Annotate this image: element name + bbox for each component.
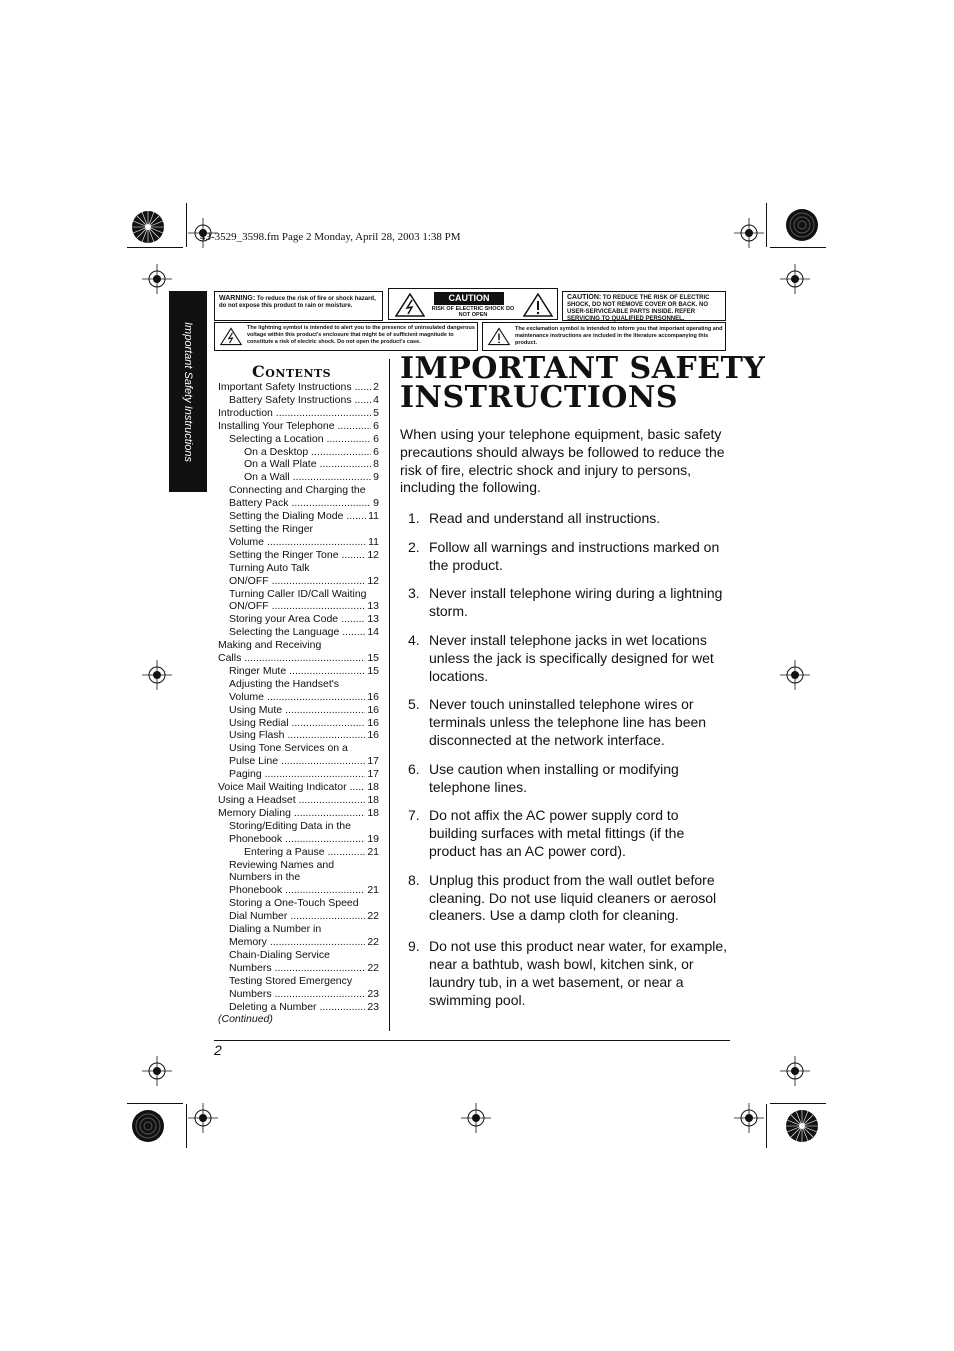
- item-text: Unplug this product from the wall outlet before cleaning. Do not use liquid cleaners or aerosol cleaners. Use a damp cloth for cleaning.: [429, 871, 717, 924]
- toc-entry-label: Turning Auto Talk: [229, 561, 310, 574]
- toc-entry-label: On a Desktop .....: [244, 446, 371, 459]
- toc-entry: [218, 471, 379, 484]
- toc-entry: [218, 1001, 379, 1014]
- toc-entry-page: 8: [373, 458, 379, 471]
- toc-entry: [218, 433, 379, 446]
- toc-entry-page: 6: [373, 432, 379, 445]
- safety-instruction-item: [400, 632, 730, 685]
- toc-entry-label: Memory .....: [229, 936, 365, 949]
- toc-entry: [218, 639, 379, 652]
- toc-entry: [218, 394, 379, 407]
- page-title: [400, 351, 766, 415]
- registration-mark-icon: [142, 1056, 172, 1086]
- toc-entry-label: Using Redial .....: [229, 717, 365, 730]
- toc-entry: [218, 755, 379, 768]
- toc-entry: [218, 717, 379, 730]
- registration-mark-icon: [780, 660, 810, 690]
- contents-heading: Contents: [252, 362, 332, 381]
- safety-instruction-item: [400, 761, 730, 797]
- item-text: Never install telephone wiring during a lightning storm.: [429, 585, 723, 620]
- toc-entry: [218, 600, 379, 613]
- toc-entry-page: 18: [367, 781, 379, 794]
- toc-entry: [218, 742, 379, 755]
- toc-entry: [218, 536, 379, 549]
- toc-entry: [218, 665, 379, 678]
- toc-continued: (Continued): [218, 1013, 273, 1026]
- toc-entry: [218, 497, 379, 510]
- toc-entry: [218, 652, 379, 665]
- safety-instruction-item: [400, 872, 730, 925]
- warning-box: [214, 291, 383, 321]
- color-rosette-icon: [131, 210, 165, 244]
- page-title-line-2: INSTRUCTIONS: [400, 380, 678, 415]
- safety-instructions-list: [400, 510, 730, 1009]
- lightning-triangle-icon: [395, 293, 425, 317]
- toc-entry-page: 11: [368, 510, 379, 523]
- lightning-explanation-box: [214, 322, 478, 351]
- exclamation-explanation-text: The exclamation symbol is intended to inform you that important operating and maintenance instructions are included in the literature accompanying this product.: [515, 326, 723, 346]
- toc-entry-label: Deleting a Number .....: [229, 1001, 365, 1014]
- safety-instruction-item: [400, 539, 730, 575]
- item-number: 9.: [408, 938, 420, 955]
- toc-entry-label: Connecting and Charging the: [229, 484, 366, 497]
- toc-entry-label: Voice Mail Waiting Indicator .....: [218, 781, 365, 794]
- item-text: Never install telephone jacks in wet locations unless the jack is specifically designed for wet locations.: [429, 631, 714, 684]
- toc-entry-page: 23: [367, 1000, 379, 1013]
- toc-entry-label: Paging .....: [229, 768, 365, 781]
- toc-entry: [218, 549, 379, 562]
- toc-entry-page: 22: [367, 961, 379, 974]
- toc-entry-page: 22: [367, 935, 379, 948]
- toc-entry-label: Calls .....: [218, 652, 365, 665]
- toc-entry-page: 12: [367, 548, 379, 561]
- toc-entry: [218, 923, 379, 936]
- exclamation-triangle-icon: [488, 327, 510, 346]
- toc-entry-page: 13: [367, 613, 379, 626]
- toc-entry-label: Testing Stored Emergency: [229, 974, 353, 987]
- item-text: Do not affix the AC power supply cord to building surfaces with metal fittings (if the product has an AC power cord).: [429, 807, 685, 859]
- toc-entry: [218, 704, 379, 717]
- caution-box: [388, 288, 558, 320]
- item-text: Never touch uninstalled telephone wires or terminals unless the telephone line has been disconnected at the network interface.: [429, 696, 707, 748]
- toc-entry-label: Reviewing Names and: [229, 858, 335, 871]
- item-text: Do not use this product near water, for example, near a bathtub, wash bowl, kitchen sink, or laundry tub, in a wet basement, or near a swimming pool.: [429, 938, 728, 1008]
- toc-entry: [218, 781, 379, 794]
- toc-entry: [218, 859, 379, 872]
- toc-entry-label: Using Mute .....: [229, 704, 365, 717]
- toc-entry-label: On a Wall .....: [244, 471, 371, 484]
- toc-entry: [218, 523, 379, 536]
- item-text: Use caution when installing or modifying telephone lines.: [429, 760, 679, 795]
- toc-entry: [218, 820, 379, 833]
- page-title-line-1: IMPORTANT SAFETY: [400, 351, 766, 386]
- toc-entry-label: Phonebook .....: [229, 884, 365, 897]
- registration-mark-icon: [142, 264, 172, 294]
- safety-instruction-item: [400, 696, 730, 749]
- warning-title: WARNING:: [219, 295, 256, 302]
- toc-entry: [218, 562, 379, 575]
- item-number: 2.: [408, 538, 420, 555]
- toc-entry: [218, 446, 379, 459]
- toc-entry-label: ON/OFF .....: [229, 600, 365, 613]
- toc-entry-label: Using Tone Services on a: [229, 742, 348, 755]
- safety-instruction-item: [400, 585, 730, 621]
- color-rosette-icon: [785, 208, 819, 242]
- item-number: 5.: [408, 696, 420, 713]
- toc-entry-page: 15: [367, 664, 379, 677]
- toc-entry-label: Numbers in the: [229, 871, 301, 884]
- toc-entry-label: Storing/Editing Data in the: [229, 819, 351, 832]
- toc-entry-label: Pulse Line .....: [229, 755, 365, 768]
- toc-entry-label: Volume .....: [229, 691, 365, 704]
- warning-text: To reduce the risk of fire or shock hazard, do not expose this product to rain or moisture.: [219, 296, 376, 309]
- toc-entry-label: Numbers .....: [229, 988, 365, 1001]
- toc-entry-label: Entering a Pause .....: [244, 846, 365, 859]
- toc-entry: [218, 936, 379, 949]
- toc-entry-label: Storing a One-Touch Speed: [229, 897, 359, 910]
- toc-entry-page: 2: [373, 381, 379, 393]
- exclamation-triangle-icon: [523, 293, 553, 317]
- toc-entry-label: Phonebook .....: [229, 833, 365, 846]
- toc-entry-page: 5: [373, 406, 379, 419]
- caution-notice-title: CAUTION:: [567, 294, 602, 301]
- registration-mark-icon: [142, 660, 172, 690]
- toc-entry: [218, 975, 379, 988]
- toc-entry: [218, 910, 379, 923]
- toc-entry: [218, 691, 379, 704]
- toc-entry-page: 13: [367, 600, 379, 613]
- toc-entry-label: Turning Caller ID/Call Waiting: [229, 587, 367, 600]
- toc-entry-label: Battery Pack .....: [229, 497, 371, 510]
- toc-entry-label: On a Wall Plate .....: [244, 458, 371, 471]
- page-number: 2: [214, 1042, 222, 1058]
- safety-instruction-item: [400, 807, 730, 860]
- item-number: 8.: [408, 871, 420, 888]
- toc-entry: [218, 484, 379, 497]
- intro-paragraph: When using your telephone equipment, basic safety precautions should always be followed to reduce the risk of fire, electric shock and injury to persons, including the following.: [400, 426, 725, 496]
- toc-entry-label: Setting the Ringer Tone .....: [229, 549, 365, 562]
- section-tab-label: Important Safety Instructions: [182, 321, 194, 462]
- toc-entry: [218, 807, 379, 820]
- toc-entry-label: Using Flash .....: [229, 729, 365, 742]
- toc-entry-label: Battery Safety Instructions .....: [229, 394, 371, 407]
- toc-entry: [218, 381, 379, 394]
- toc-entry-page: 6: [373, 445, 379, 458]
- column-divider: [389, 359, 390, 1031]
- toc-entry-label: Setting the Ringer: [229, 522, 314, 535]
- toc-entry-label: Important Safety Instructions .....: [218, 381, 371, 394]
- toc-entry-page: 21: [367, 845, 379, 858]
- toc-entry-page: 16: [367, 703, 379, 716]
- toc-entry-label: Setting the Dialing Mode .....: [229, 510, 366, 523]
- toc-entry: [218, 884, 379, 897]
- footer-rule: [214, 1040, 730, 1041]
- toc-entry: [218, 613, 379, 626]
- toc-entry-page: 16: [367, 729, 379, 742]
- lightning-triangle-icon: [220, 327, 242, 346]
- item-number: 7.: [408, 807, 420, 824]
- toc-entry: [218, 871, 379, 884]
- toc-entry-page: 16: [367, 716, 379, 729]
- toc-entry-page: 6: [373, 419, 379, 432]
- toc-entry-page: 12: [367, 574, 379, 587]
- toc-entry: [218, 949, 379, 962]
- item-number: 1.: [408, 510, 420, 526]
- toc-entry-page: 17: [367, 768, 379, 781]
- toc-entry: [218, 846, 379, 859]
- toc-entry-page: 18: [367, 806, 379, 819]
- toc-entry-label: Selecting a Location .....: [229, 433, 371, 446]
- lightning-explanation-text: The lightning symbol is intended to alert you to the presence of uninsulated dangerous voltage within this product's enclosure that might be of sufficient magnitude to constitute a risk of electric shock. Do not open the product's case.: [247, 325, 475, 345]
- toc-entry-label: Memory Dialing .....: [218, 807, 365, 820]
- toc-entry-page: 4: [373, 393, 379, 406]
- toc-entry: [218, 626, 379, 639]
- toc-entry: [218, 988, 379, 1001]
- exclamation-explanation-box: [482, 322, 726, 351]
- toc-entry: [218, 678, 379, 691]
- toc-entry-page: 16: [367, 690, 379, 703]
- toc-entry-label: Dialing a Number in: [229, 923, 322, 936]
- toc-entry: [218, 575, 379, 588]
- registration-mark-icon: [734, 1103, 764, 1133]
- toc-entry-page: 11: [368, 535, 379, 548]
- toc-entry: [218, 458, 379, 471]
- toc-entry-page: 9: [373, 497, 379, 510]
- safety-instruction-item: [400, 938, 730, 1009]
- toc-entry-label: Installing Your Telephone .....: [218, 420, 371, 433]
- registration-mark-icon: [734, 218, 764, 248]
- toc-entry-label: Ringer Mute .....: [229, 665, 365, 678]
- toc-entry: [218, 833, 379, 846]
- toc-entry: [218, 729, 379, 742]
- toc-entry: [218, 768, 379, 781]
- toc-entry-label: ON/OFF .....: [229, 575, 365, 588]
- toc-entry-label: Numbers .....: [229, 962, 365, 975]
- toc-entry-label: Storing your Area Code .....: [229, 613, 365, 626]
- toc-entry-page: 23: [367, 987, 379, 1000]
- toc-entry-page: 22: [367, 910, 379, 923]
- section-tab: [169, 291, 207, 492]
- registration-mark-icon: [780, 1056, 810, 1086]
- item-number: 3.: [408, 585, 420, 602]
- toc-entry: [218, 794, 379, 807]
- toc-entry-page: 9: [373, 471, 379, 484]
- toc-entry-label: Making and Receiving: [218, 639, 322, 652]
- toc-entry-label: Using a Headset .....: [218, 794, 365, 807]
- registration-mark-icon: [188, 1103, 218, 1133]
- toc-entry: [218, 420, 379, 433]
- registration-mark-icon: [461, 1103, 491, 1133]
- item-text: Read and understand all instructions.: [429, 510, 661, 526]
- toc-entry-label: Introduction .....: [218, 407, 371, 420]
- toc-entry-label: Dial Number .....: [229, 910, 365, 923]
- toc-entry-page: 21: [367, 884, 379, 897]
- toc-entry: [218, 962, 379, 975]
- registration-mark-icon: [780, 264, 810, 294]
- toc-entry: [218, 588, 379, 601]
- item-number: 4.: [408, 631, 420, 648]
- toc-entry-page: 17: [367, 755, 379, 768]
- toc-entry-page: 14: [367, 626, 379, 639]
- toc-entry-label: Adjusting the Handset's: [229, 677, 339, 690]
- toc-entry-label: Volume .....: [229, 536, 366, 549]
- print-header: 43-3529_3598.fm Page 2 Monday, April 28, 2003 1:38 PM: [200, 231, 461, 243]
- caution-notice-box: [562, 291, 726, 321]
- toc-entry: [218, 510, 379, 523]
- caution-label: CAUTION: [434, 292, 504, 305]
- color-rosette-icon: [131, 1109, 165, 1143]
- item-number: 6.: [408, 760, 420, 777]
- toc-entry: [218, 407, 379, 420]
- item-text: Follow all warnings and instructions marked on the product.: [429, 538, 720, 573]
- color-rosette-icon: [785, 1109, 819, 1143]
- toc-entry-page: 19: [367, 832, 379, 845]
- toc-entry-label: Chain-Dialing Service: [229, 948, 330, 961]
- table-of-contents: [218, 381, 379, 1026]
- toc-entry: [218, 897, 379, 910]
- caution-notice-text: TO REDUCE THE RISK OF ELECTRIC SHOCK, DO NOT REMOVE COVER OR BACK. NO USER-SERVICEABLE PARTS INSIDE. REFER SERVICING TO QUALIFIED PERSONNEL.: [567, 295, 710, 322]
- toc-entry-page: 18: [367, 794, 379, 806]
- toc-entry-page: 15: [367, 652, 379, 665]
- caution-subtext: RISK OF ELECTRIC SHOCK DO NOT OPEN: [431, 306, 515, 318]
- toc-entry-label: Selecting the Language .....: [229, 626, 365, 639]
- safety-instruction-item: [400, 510, 730, 528]
